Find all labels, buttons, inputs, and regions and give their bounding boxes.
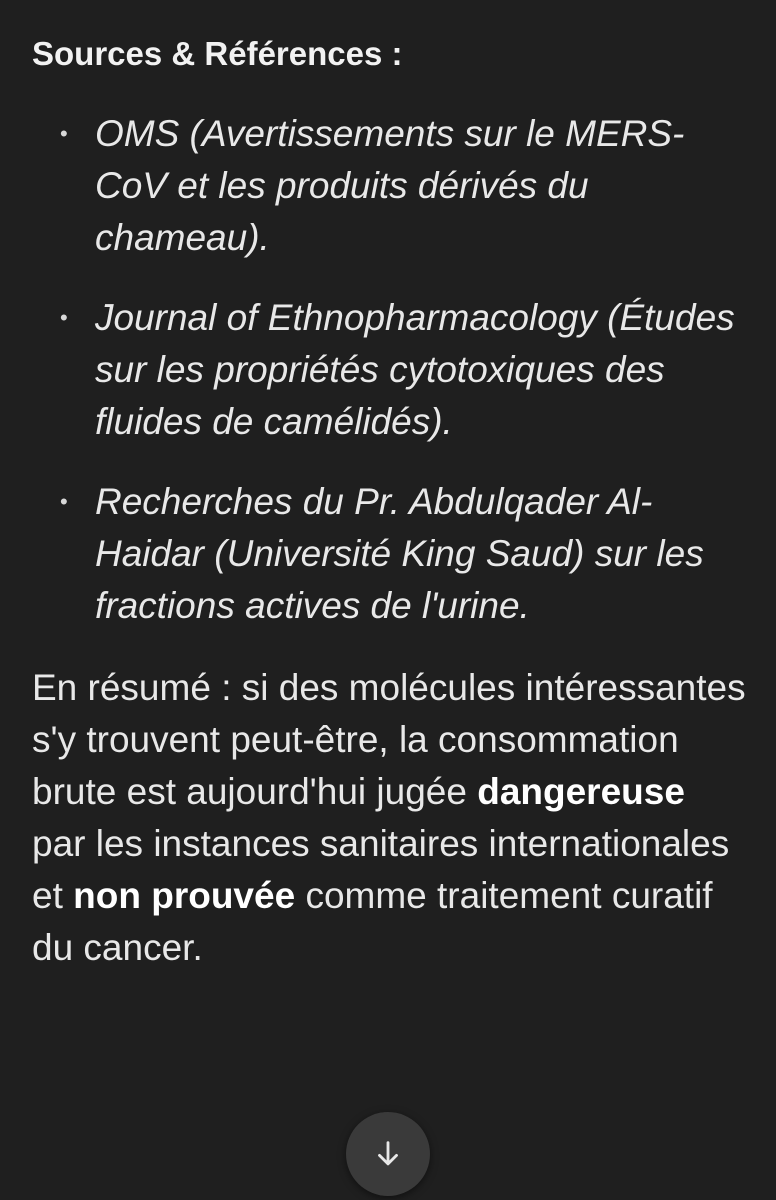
summary-text: par les instances sanitaires internationales et [32,823,730,916]
sources-heading: Sources & Références : [32,35,403,72]
summary-text: En résumé : si des molécules intéressantes s'y trouvent peut-être, la consommation brute est aujourd'hui jugée [32,667,746,812]
summary-paragraph [32,662,748,974]
bullet-icon: • [60,121,68,146]
list-item [32,292,748,448]
reference-text: OMS (Avertissements sur le MERS-CoV et les produits dérivés du chameau). [95,113,685,258]
scroll-to-bottom-button[interactable] [346,1112,430,1196]
reference-list [32,108,748,632]
bullet-icon: • [60,489,68,514]
list-item [32,476,748,632]
list-item [32,108,748,264]
reference-text: Journal of Ethnopharmacology (Études sur les propriétés cytotoxiques des fluides de camélidés). [95,297,735,442]
arrow-down-icon [371,1137,405,1171]
summary-emphasis: dangereuse [477,771,685,812]
message-content [32,28,748,1011]
bullet-icon: • [60,305,68,330]
summary-emphasis: non prouvée [73,875,296,916]
reference-text: Recherches du Pr. Abdulqader Al-Haidar (Université King Saud) sur les fractions actives de l'urine. [95,481,704,626]
summary-text: comme traitement curatif du cancer. [32,875,713,968]
